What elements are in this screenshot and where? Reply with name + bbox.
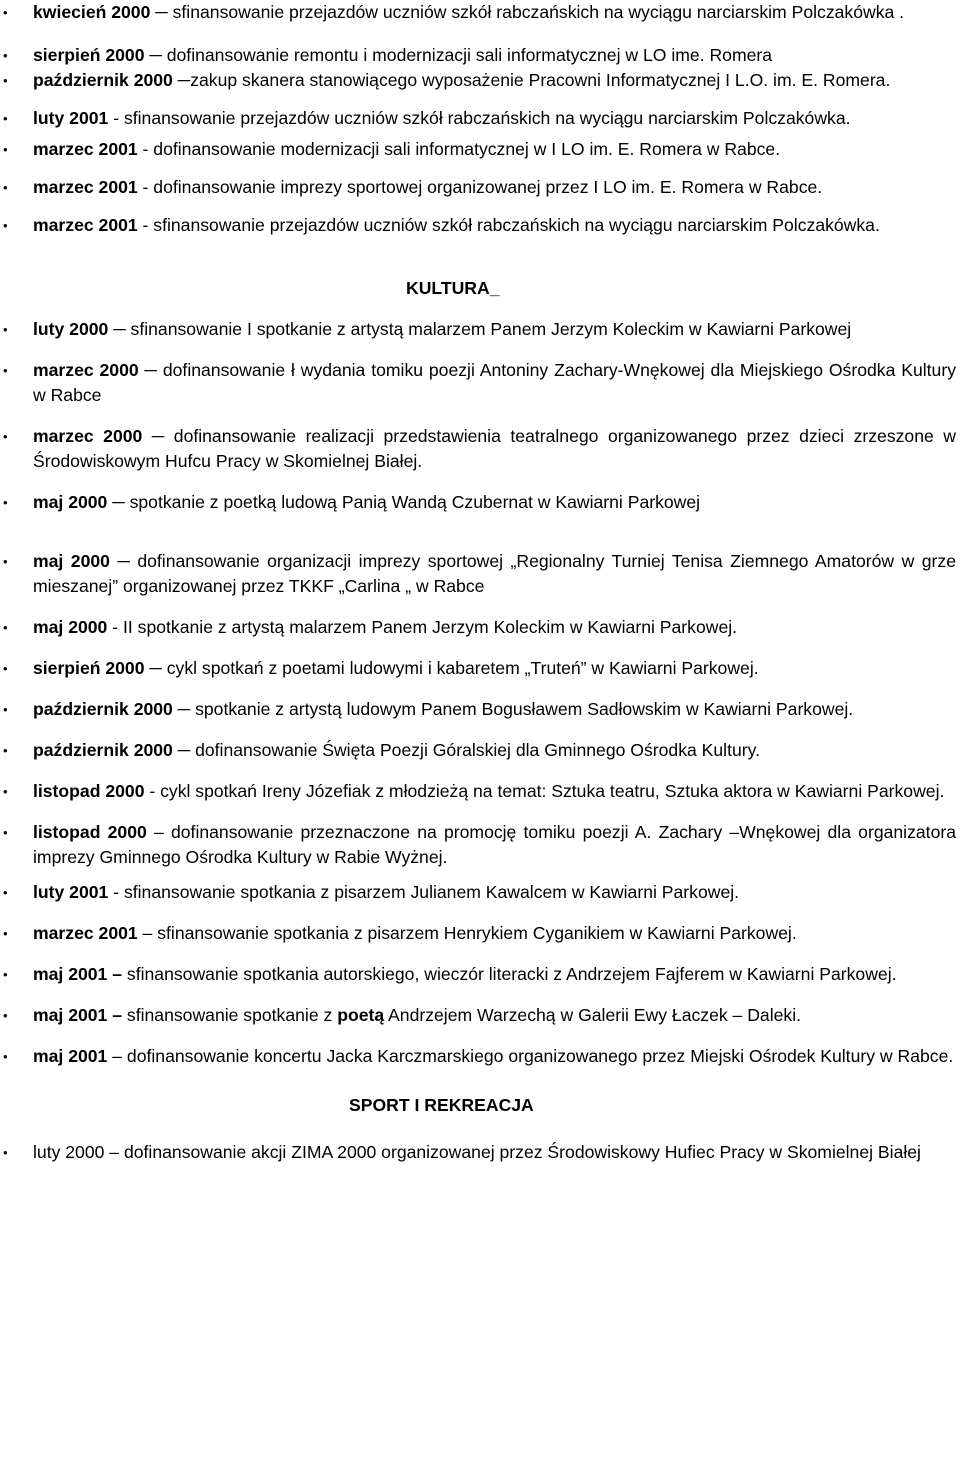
list-item: • sierpień 2000 ─ cykl spotkań z poetami ludowymi i kabaretem „Truteń” w Kawiarni Parkowej. (0, 656, 956, 681)
list-item: • maj 2000 ─ spotkanie z poetką ludową Panią Wandą Czubernat w Kawiarni Parkowej (0, 490, 956, 515)
list-item: • luty 2001 - sfinansowanie przejazdów uczniów szkół rabczańskich na wyciągu narciarskim Polczakówka. (0, 106, 956, 131)
list-item: • październik 2000 ─ dofinansowanie Święta Poezji Góralskiej dla Gminnego Ośrodka Kultury. (0, 738, 956, 763)
list-item: • marzec 2001 - dofinansowanie imprezy sportowej organizowanej przez I LO im. E. Romera w Rabce. (0, 175, 956, 200)
list-item: • marzec 2001 - sfinansowanie przejazdów uczniów szkół rabczańskich na wyciągu narciarskim Polczakówka. (0, 213, 956, 238)
funding-list-sport (0, 1140, 956, 1165)
section-heading-sport: SPORT I REKREACJA (349, 1095, 534, 1115)
list-item: • luty 2000 ─ sfinansowanie I spotkanie z artystą malarzem Panem Jerzym Koleckim w Kawiarni Parkowej (0, 317, 956, 342)
list-item: • maj 2000 ─ dofinansowanie organizacji imprezy sportowej „Regionalny Turniej Tenisa Ziemnego Amatorów w grze mieszanej” organizowanej przez TKKF „Carlina „ w Rabce (0, 549, 956, 599)
list-item: • listopad 2000 - cykl spotkań Ireny Józefiak z młodzieżą na temat: Sztuka teatru, Sztuka aktora w Kawiarni Parkowej. (0, 779, 956, 804)
list-item: • listopad 2000 – dofinansowanie przeznaczone na promocję tomiku poezji A. Zachary –Wnękowej dla organizatora imprezy Gminnego Ośrodka Kultury w Rabie Wyżnej. (0, 820, 956, 870)
list-item: • luty 2001 - sfinansowanie spotkania z pisarzem Julianem Kawalcem w Kawiarni Parkowej. (0, 880, 956, 905)
list-item: • sierpień 2000 ─ dofinansowanie remontu i modernizacji sali informatycznej w LO ime. Romera (0, 43, 956, 68)
section-heading-kultura: KULTURA_ (406, 278, 500, 298)
list-item: • marzec 2000 ─ dofinansowanie realizacji przedstawienia teatralnego organizowanego przez dzieci zrzeszone w Środowiskowym Hufcu Pracy w Skomielnej Białej. (0, 424, 956, 474)
list-item: • maj 2001 – sfinansowanie spotkania autorskiego, wieczór literacki z Andrzejem Fajferem w Kawiarni Parkowej. (0, 962, 956, 987)
funding-list-culture (0, 317, 956, 1069)
list-item: • marzec 2001 - dofinansowanie modernizacji sali informatycznej w I LO im. E. Romera w Rabce. (0, 137, 956, 162)
list-item: • marzec 2001 – sfinansowanie spotkania z pisarzem Henrykiem Cyganikiem w Kawiarni Parkowej. (0, 921, 956, 946)
list-item: • październik 2000 ─zakup skanera stanowiącego wyposażenie Pracowni Informatycznej I L.O. im. E. Romera. (0, 68, 956, 93)
list-item: • maj 2001 – dofinansowanie koncertu Jacka Karczmarskiego organizowanego przez Miejski Ośrodek Kultury w Rabce. (0, 1044, 956, 1069)
funding-list-education (0, 0, 956, 238)
list-item: • marzec 2000 ─ dofinansowanie ł wydania tomiku poezji Antoniny Zachary-Wnękowej dla Miejskiego Ośrodka Kultury w Rabce (0, 358, 956, 408)
list-item: • maj 2001 – sfinansowanie spotkanie z poetą Andrzejem Warzechą w Galerii Ewy Łaczek – Daleki. (0, 1003, 956, 1028)
list-item: • maj 2000 - II spotkanie z artystą malarzem Panem Jerzym Koleckim w Kawiarni Parkowej. (0, 615, 956, 640)
list-item: • kwiecień 2000 ─ sfinansowanie przejazdów uczniów szkół rabczańskich na wyciągu narciarskim Polczakówka . (0, 0, 956, 25)
list-item: • październik 2000 ─ spotkanie z artystą ludowym Panem Bogusławem Sadłowskim w Kawiarni Parkowej. (0, 697, 956, 722)
list-item: • luty 2000 – dofinansowanie akcji ZIMA 2000 organizowanej przez Środowiskowy Hufiec Pracy w Skomielnej Białej (0, 1140, 956, 1165)
